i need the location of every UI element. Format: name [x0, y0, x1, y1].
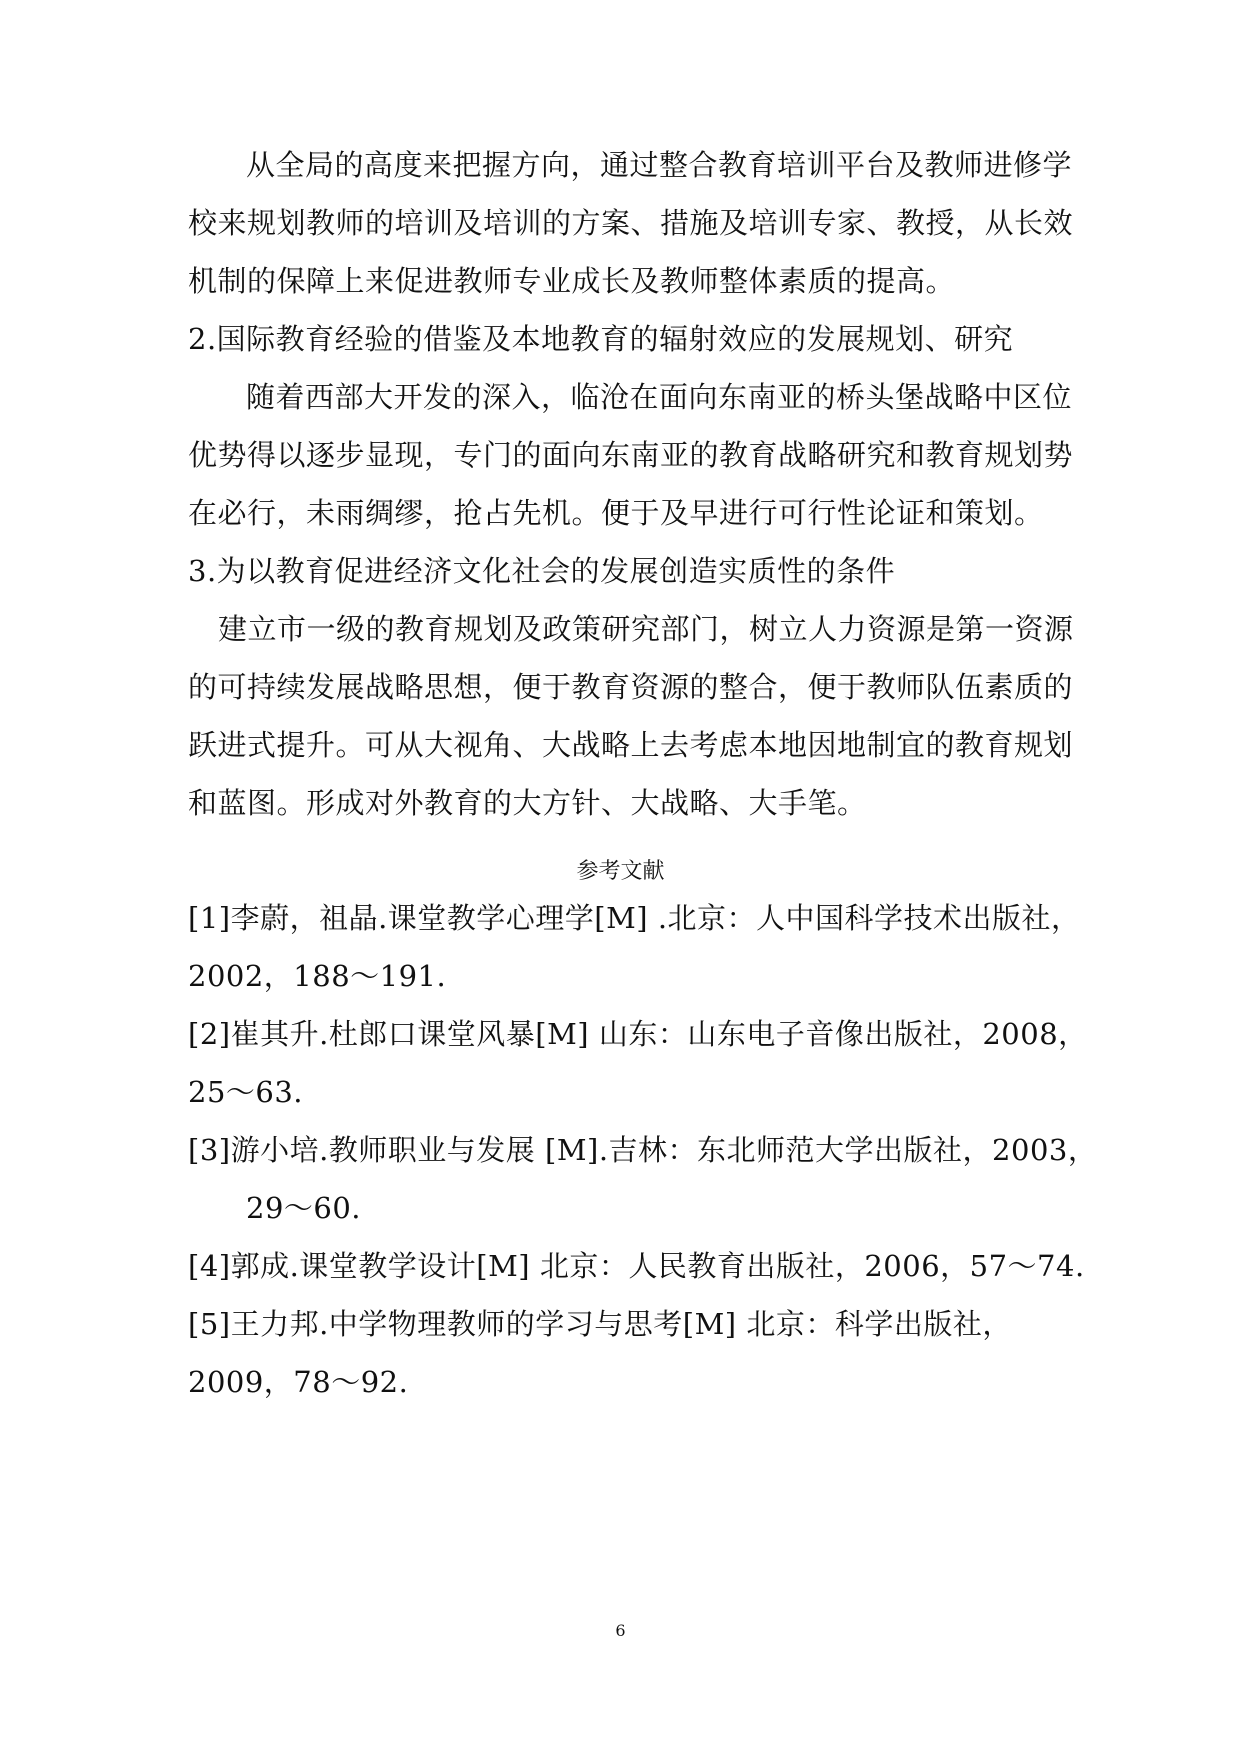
body-line-3: 机制的保障上来促进教师专业成长及教师整体素质的提高。: [188, 264, 956, 298]
section-heading-2: 2.国际教育经验的借鉴及本地教育的辐射效应的发展规划、研究: [188, 322, 1014, 356]
reference-1: [1]李蔚，祖晶.课堂教学心理学[M] .北京：人中国科学技术出版社，: [188, 901, 1081, 935]
body-line-7: 在必行，未雨绸缪，抢占先机。便于及早进行可行性论证和策划。: [188, 496, 1044, 530]
page-number: 6: [615, 1621, 626, 1640]
reference-5-cont: 2009，78～92.: [188, 1365, 409, 1399]
reference-2-cont: 25～63.: [188, 1075, 304, 1109]
reference-2: [2]崔其升.杜郎口课堂风暴[M] 山东：山东电子音像出版社，2008，: [188, 1017, 1088, 1051]
body-line-9: 建立市一级的教育规划及政策研究部门，树立人力资源是第一资源: [218, 612, 1074, 646]
references-title: 参考文献: [576, 859, 665, 884]
reference-1-cont: 2002，188～191.: [188, 959, 447, 993]
body-line-1: 从全局的高度来把握方向，通过整合教育培训平台及教师进修学: [246, 148, 1073, 182]
body-line-6: 优势得以逐步显现，专门的面向东南亚的教育战略研究和教育规划势: [188, 438, 1074, 472]
reference-4: [4]郭成.课堂教学设计[M] 北京：人民教育出版社，2006，57～74.: [188, 1249, 1085, 1283]
body-line-12: 和蓝图。形成对外教育的大方针、大战略、大手笔。: [188, 786, 867, 820]
body-line-5: 随着西部大开发的深入，临沧在面向东南亚的桥头堡战略中区位: [246, 380, 1073, 414]
body-line-10: 的可持续发展战略思想，便于教育资源的整合，便于教师队伍素质的: [188, 670, 1074, 704]
reference-3-cont: 29～60.: [246, 1191, 362, 1225]
reference-5: [5]王力邦.中学物理教师的学习与思考[M] 北京：科学出版社，: [188, 1307, 1012, 1341]
section-heading-3: 3.为以教育促进经济文化社会的发展创造实质性的条件: [188, 554, 896, 588]
reference-3: [3]游小培.教师职业与发展 [M].吉林：东北师范大学出版社，2003，: [188, 1133, 1098, 1167]
body-line-11: 跃进式提升。可从大视角、大战略上去考虑本地因地制宜的教育规划: [188, 728, 1074, 762]
body-line-2: 校来规划教师的培训及培训的方案、措施及培训专家、教授，从长效: [188, 206, 1074, 240]
